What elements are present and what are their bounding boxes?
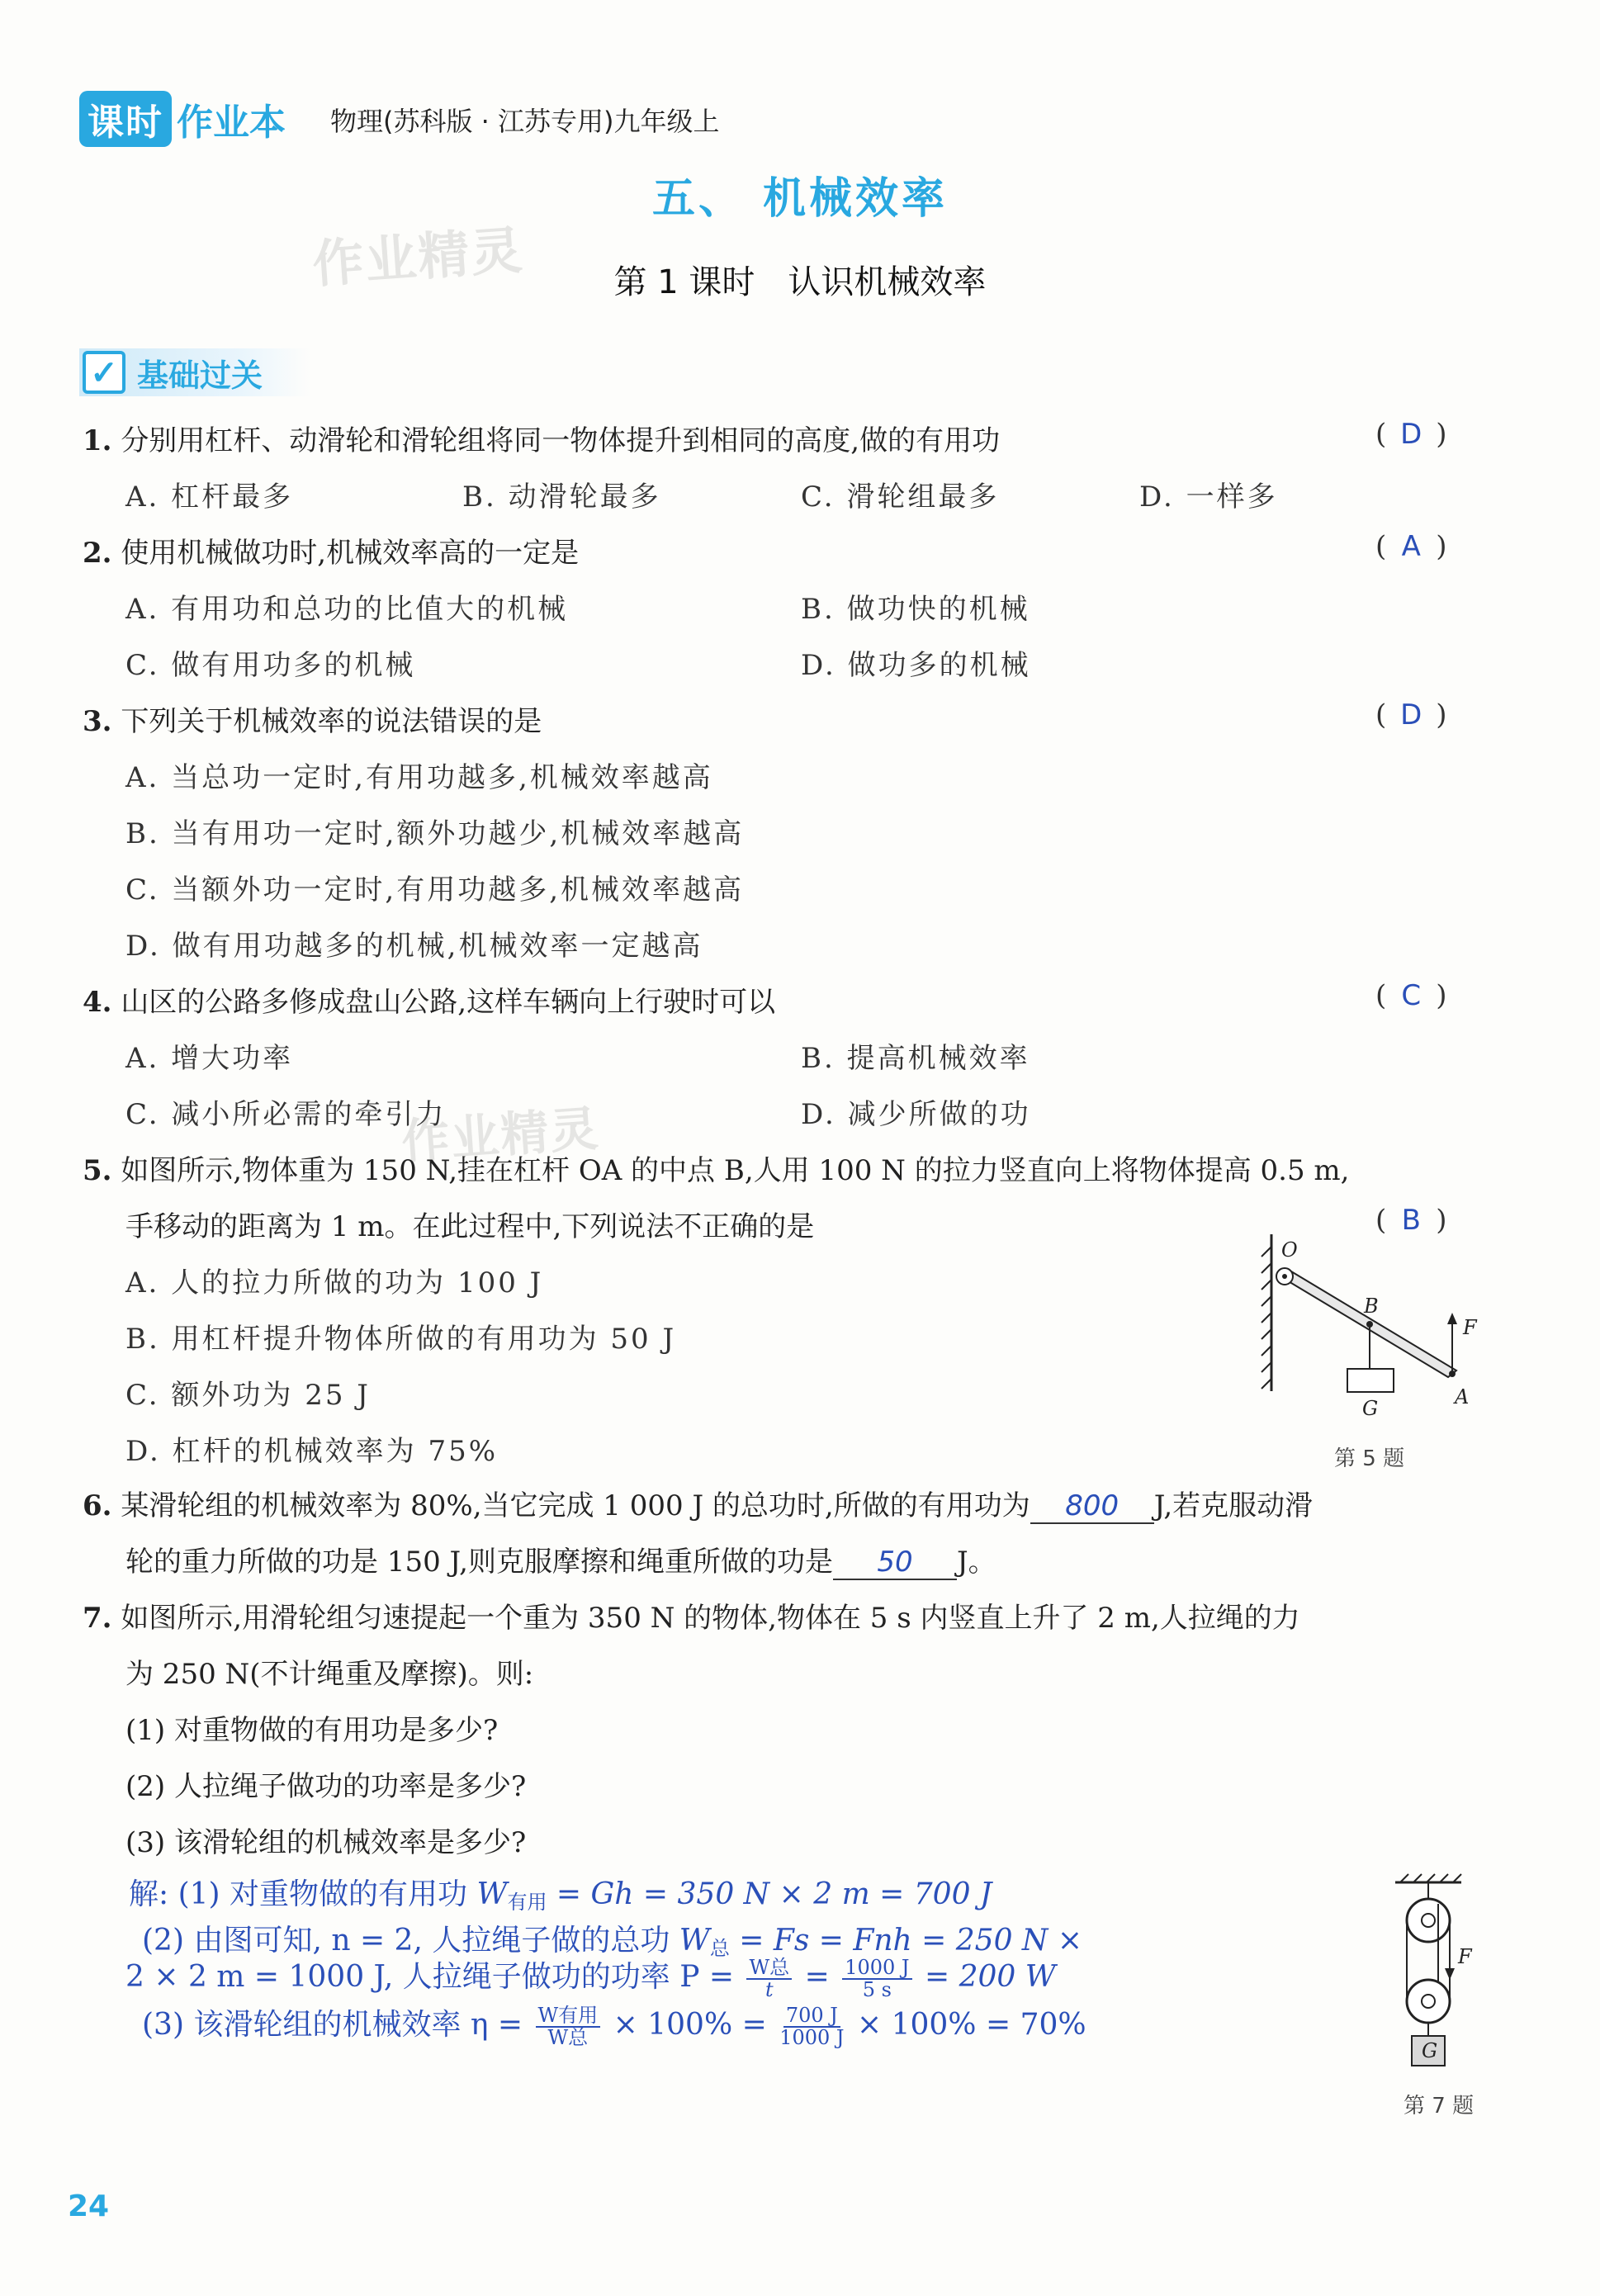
option-2a: A. 有用功和总功的比值大的机械 [125, 593, 569, 626]
question-number: 3. [83, 705, 112, 738]
fixed-pulley-axle [1422, 1914, 1435, 1927]
question-text: 某滑轮组的机械效率为 80%,当它完成 1 000 J 的总功时,所做的有用功为 [121, 1489, 1030, 1522]
symbol-w: W [476, 1877, 508, 1911]
question-7-sub-1: (1) 对重物做的有用功是多少? [125, 1714, 499, 1747]
brand-logo [79, 91, 286, 147]
subscript: 总 [709, 1937, 730, 1960]
question-7-line-2: 为 250 N(不计绳重及摩擦)。则: [125, 1658, 534, 1691]
option-4b: B. 提高机械效率 [801, 1042, 1030, 1075]
option-5b: B. 用杠杆提升物体所做的有用功为 50 J [125, 1323, 677, 1356]
fraction-numerator: W总 [746, 1958, 792, 1980]
option-1a: A. 杠杆最多 [125, 481, 294, 514]
answer-5: ( B ) [1375, 1204, 1447, 1237]
answer-letter: A [1401, 530, 1421, 563]
pull-arrowhead [1445, 1968, 1455, 1980]
brand-box: 课时 [79, 91, 172, 147]
question-2 [83, 530, 579, 570]
subscript: 有用 [507, 1891, 547, 1914]
answer-2: ( A ) [1375, 530, 1447, 563]
option-3d: D. 做有用功越多的机械,机械效率一定越高 [125, 930, 703, 963]
question-number: 7. [83, 1602, 112, 1635]
solution-text: 2 × 2 m = 1000 J, 人拉绳子做功的功率 P = [125, 1960, 744, 1994]
option-1b: B. 动滑轮最多 [462, 481, 661, 514]
figure-5-caption: 第 5 题 [1334, 1446, 1405, 1471]
question-4 [83, 979, 775, 1020]
checkbox-icon: ✓ [83, 351, 125, 394]
solution-text: (3) 该滑轮组的机械效率 η = [142, 2008, 533, 2042]
fraction-denominator: t [764, 1978, 774, 2001]
option-4d: D. 减少所做的功 [801, 1098, 1031, 1131]
question-3 [83, 698, 542, 739]
fraction-denominator: 5 s [862, 1978, 892, 2001]
answer-blank-1: 800 [1030, 1489, 1154, 1524]
question-number: 1. [83, 424, 112, 457]
solution-text: = Gh = 350 N × 2 m = 700 J [547, 1877, 992, 1911]
option-3a: A. 当总功一定时,有用功越多,机械效率越高 [125, 761, 713, 794]
option-3c: C. 当额外功一定时,有用功越多,机械效率越高 [125, 873, 745, 907]
movable-pulley-axle [1422, 1995, 1435, 2008]
symbol-w: W [679, 1924, 710, 1958]
fraction-numerator: 700 J [783, 2005, 840, 2028]
fraction [536, 2005, 601, 2048]
question-text: 如图所示,用滑轮组匀速提起一个重为 350 N 的物体,物体在 5 s 内竖直上升了 2 m,人拉绳的力 [121, 1602, 1300, 1635]
subject-label: 物理(苏科版 · 江苏专用)九年级上 [330, 106, 720, 137]
label-f: F [1463, 1316, 1477, 1339]
solution-text: = Fs = Fnh = 250 N × [729, 1924, 1083, 1958]
solution-text: = [795, 1960, 840, 1994]
brand-name: 作业本 [177, 102, 286, 144]
option-1d: D. 一样多 [1139, 481, 1278, 514]
question-number: 6. [83, 1489, 112, 1522]
answer-4: ( C ) [1375, 979, 1447, 1012]
page-number: 24 [68, 2189, 110, 2223]
label-f: F [1458, 1945, 1472, 1968]
section-badge [79, 348, 310, 396]
question-5 [83, 1148, 1349, 1188]
question-text: 下列关于机械效率的说法错误的是 [121, 705, 542, 738]
option-4a: A. 增大功率 [125, 1042, 294, 1075]
fraction [746, 1955, 792, 2001]
question-5-line-2: 手移动的距离为 1 m。在此过程中,下列说法不正确的是 [125, 1210, 815, 1243]
question-1 [83, 418, 1000, 458]
answer-letter: C [1401, 979, 1422, 1012]
question-7 [83, 1595, 1300, 1636]
fraction-denominator: W总 [547, 2026, 589, 2049]
question-text: 山区的公路多修成盘山公路,这样车辆向上行驶时可以 [121, 986, 776, 1019]
question-text: 分别用杠杆、动滑轮和滑轮组将同一物体提升到相同的高度,做的有用功 [121, 424, 1001, 457]
question-7-sub-3: (3) 该滑轮组的机械效率是多少? [125, 1826, 527, 1859]
option-5a: A. 人的拉力所做的功为 100 J [125, 1266, 544, 1299]
fraction-numerator: 1000 J [842, 1958, 911, 1980]
weight-g [1347, 1369, 1394, 1392]
option-3b: B. 当有用功一定时,额外功越少,机械效率越高 [125, 817, 745, 850]
option-2c: C. 做有用功多的机械 [125, 649, 416, 682]
solution-line-3 [125, 1953, 1056, 2000]
question-6 [83, 1483, 1313, 1524]
watermark: 作业精灵 [400, 1100, 602, 1171]
answer-3: ( D ) [1375, 698, 1447, 731]
wall-hatching [1262, 1247, 1271, 1389]
option-1c: C. 滑轮组最多 [801, 481, 1000, 514]
question-number: 5. [83, 1154, 112, 1187]
option-5d: D. 杠杆的机械效率为 75% [125, 1435, 499, 1468]
question-text: 如图所示,物体重为 150 N,挂在杠杆 OA 的中点 B,人用 100 N 的拉力竖直向上将物体提高 0.5 m, [121, 1154, 1350, 1187]
answer-letter: B [1401, 1204, 1421, 1237]
option-4c: C. 减小所必需的牵引力 [125, 1098, 447, 1131]
option-2b: B. 做功快的机械 [801, 593, 1030, 626]
answer-1: ( D ) [1375, 418, 1447, 451]
solution-text: = 200 W [915, 1960, 1056, 1994]
option-5c: C. 额外功为 25 J [125, 1379, 371, 1412]
figure-7-pulley [1370, 1871, 1494, 2077]
solution-text: (2) 由图可知, n = 2, 人拉绳子做的总功 [142, 1924, 679, 1958]
figure-7-caption: 第 7 题 [1404, 2094, 1475, 2118]
question-text: J,若克服动滑 [1153, 1489, 1314, 1522]
question-7-sub-2: (2) 人拉绳子做功的功率是多少? [125, 1770, 527, 1803]
watermark: 作业精灵 [310, 220, 526, 295]
pivot-center [1282, 1274, 1287, 1279]
answer-letter: D [1400, 698, 1422, 731]
solution-text: × 100% = [604, 2008, 777, 2042]
label-a: A [1455, 1385, 1470, 1408]
question-number: 4. [83, 986, 112, 1019]
label-g: G [1422, 2039, 1438, 2062]
solution-line-1 [129, 1871, 992, 1915]
chapter-title: 五、 机械效率 [651, 174, 949, 224]
label-o: O [1281, 1238, 1298, 1262]
question-text: J。 [956, 1546, 996, 1579]
fraction-denominator: 1000 J [779, 2026, 845, 2049]
figure-5-lever [1247, 1230, 1494, 1428]
force-arrowhead [1447, 1313, 1457, 1324]
label-b: B [1364, 1295, 1379, 1318]
question-6-line-2 [125, 1539, 996, 1580]
question-text: 使用机械做功时,机械效率高的一定是 [121, 537, 580, 570]
solution-line-4 [142, 2001, 1086, 2048]
question-text: 轮的重力所做的功是 150 J,则克服摩擦和绳重所做的功是 [125, 1546, 833, 1579]
lesson-title: 第 1 课时 认识机械效率 [613, 263, 987, 301]
section-label: 基础过关 [137, 357, 263, 394]
label-g: G [1362, 1397, 1379, 1420]
solution-text: 解: (1) 对重物做的有用功 [129, 1877, 477, 1911]
solution-text: × 100% = 70% [847, 2008, 1086, 2042]
question-number: 2. [83, 537, 112, 570]
answer-letter: D [1400, 418, 1422, 451]
fraction [779, 2005, 844, 2048]
fraction-numerator: W有用 [536, 2005, 601, 2028]
fraction [842, 1955, 911, 2001]
answer-blank-2: 50 [833, 1546, 957, 1580]
option-2d: D. 做功多的机械 [801, 649, 1031, 682]
